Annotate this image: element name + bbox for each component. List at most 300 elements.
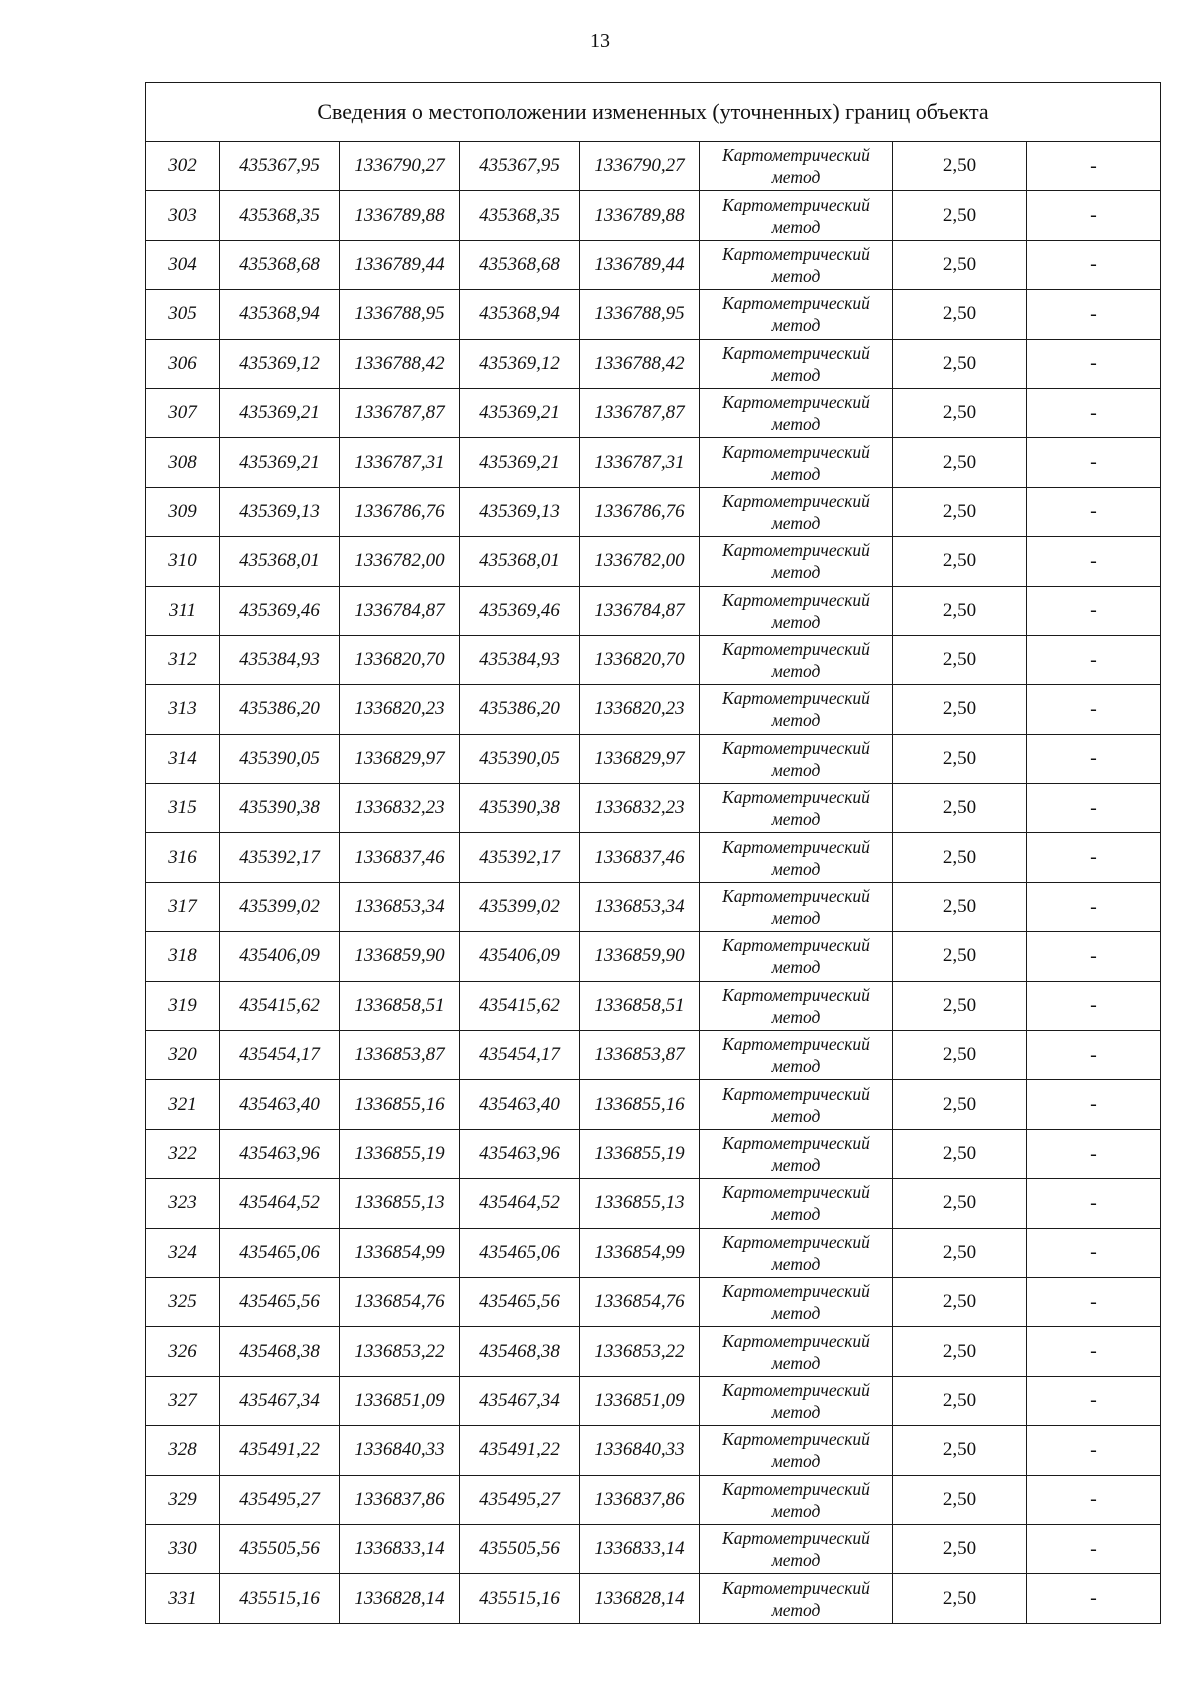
existing-x-cell: 435369,13 bbox=[220, 487, 340, 536]
method-cell bbox=[700, 685, 893, 734]
description-cell: - bbox=[1027, 784, 1161, 833]
method-cell bbox=[700, 1228, 893, 1277]
method-text-line: Картометрический bbox=[722, 441, 870, 462]
refined-y-cell: 1336820,23 bbox=[580, 685, 700, 734]
description-cell: - bbox=[1027, 290, 1161, 339]
method-text-line: метод bbox=[771, 512, 821, 533]
table-caption: Сведения о местоположении измененных (уточненных) границ объекта bbox=[146, 83, 1161, 142]
refined-y-cell: 1336851,09 bbox=[580, 1376, 700, 1425]
point-number-cell: 325 bbox=[146, 1277, 220, 1326]
existing-y-cell: 1336855,16 bbox=[340, 1080, 460, 1129]
table-row bbox=[146, 191, 1161, 240]
existing-x-cell: 435384,93 bbox=[220, 635, 340, 684]
point-number-cell: 314 bbox=[146, 734, 220, 783]
refined-x-cell: 435463,40 bbox=[460, 1080, 580, 1129]
table-row bbox=[146, 734, 1161, 783]
accuracy-cell: 2,50 bbox=[893, 1129, 1027, 1178]
refined-y-cell: 1336859,90 bbox=[580, 932, 700, 981]
existing-x-cell: 435369,46 bbox=[220, 586, 340, 635]
accuracy-cell: 2,50 bbox=[893, 142, 1027, 191]
method-text-line: Картометрический bbox=[722, 935, 870, 956]
method-text-line: метод bbox=[771, 1550, 821, 1571]
existing-x-cell: 435468,38 bbox=[220, 1327, 340, 1376]
refined-x-cell: 435399,02 bbox=[460, 882, 580, 931]
method-cell bbox=[700, 981, 893, 1030]
refined-x-cell: 435369,12 bbox=[460, 339, 580, 388]
refined-x-cell: 435495,27 bbox=[460, 1475, 580, 1524]
description-cell: - bbox=[1027, 833, 1161, 882]
existing-y-cell: 1336853,34 bbox=[340, 882, 460, 931]
method-text-line: метод bbox=[771, 463, 821, 484]
method-cell bbox=[700, 290, 893, 339]
table-row bbox=[146, 487, 1161, 536]
description-cell: - bbox=[1027, 240, 1161, 289]
boundary-coordinates-table bbox=[145, 82, 1161, 1624]
method-cell bbox=[700, 1277, 893, 1326]
existing-y-cell: 1336788,95 bbox=[340, 290, 460, 339]
refined-y-cell: 1336829,97 bbox=[580, 734, 700, 783]
method-cell bbox=[700, 1031, 893, 1080]
accuracy-cell: 2,50 bbox=[893, 981, 1027, 1030]
method-cell bbox=[700, 734, 893, 783]
description-cell: - bbox=[1027, 981, 1161, 1030]
method-text-line: Картометрический bbox=[722, 1182, 870, 1203]
method-text-line: Картометрический bbox=[722, 540, 870, 561]
point-number-cell: 326 bbox=[146, 1327, 220, 1376]
refined-y-cell: 1336854,99 bbox=[580, 1228, 700, 1277]
point-number-cell: 312 bbox=[146, 635, 220, 684]
table-row bbox=[146, 1031, 1161, 1080]
method-cell bbox=[700, 1179, 893, 1228]
refined-x-cell: 435415,62 bbox=[460, 981, 580, 1030]
table-row bbox=[146, 833, 1161, 882]
table-row bbox=[146, 388, 1161, 437]
point-number-cell: 308 bbox=[146, 438, 220, 487]
existing-x-cell: 435467,34 bbox=[220, 1376, 340, 1425]
existing-y-cell: 1336837,86 bbox=[340, 1475, 460, 1524]
method-cell bbox=[700, 1426, 893, 1475]
existing-y-cell: 1336789,88 bbox=[340, 191, 460, 240]
table-row bbox=[146, 438, 1161, 487]
existing-y-cell: 1336837,46 bbox=[340, 833, 460, 882]
point-number-cell: 327 bbox=[146, 1376, 220, 1425]
point-number-cell: 328 bbox=[146, 1426, 220, 1475]
method-text-line: метод bbox=[771, 759, 821, 780]
table-row bbox=[146, 240, 1161, 289]
description-cell: - bbox=[1027, 1228, 1161, 1277]
method-text-line: Картометрический bbox=[722, 1429, 870, 1450]
existing-y-cell: 1336828,14 bbox=[340, 1574, 460, 1623]
refined-x-cell: 435468,38 bbox=[460, 1327, 580, 1376]
accuracy-cell: 2,50 bbox=[893, 1524, 1027, 1573]
existing-x-cell: 435464,52 bbox=[220, 1179, 340, 1228]
method-text-line: метод bbox=[771, 1056, 821, 1077]
refined-x-cell: 435467,34 bbox=[460, 1376, 580, 1425]
existing-y-cell: 1336833,14 bbox=[340, 1524, 460, 1573]
existing-x-cell: 435406,09 bbox=[220, 932, 340, 981]
accuracy-cell: 2,50 bbox=[893, 833, 1027, 882]
table-caption-row bbox=[146, 83, 1161, 142]
existing-x-cell: 435392,17 bbox=[220, 833, 340, 882]
method-text-line: метод bbox=[771, 1253, 821, 1274]
table-row bbox=[146, 339, 1161, 388]
existing-x-cell: 435505,56 bbox=[220, 1524, 340, 1573]
refined-y-cell: 1336788,42 bbox=[580, 339, 700, 388]
method-cell bbox=[700, 882, 893, 931]
method-text-line: метод bbox=[771, 364, 821, 385]
description-cell: - bbox=[1027, 191, 1161, 240]
existing-x-cell: 435368,68 bbox=[220, 240, 340, 289]
method-text-line: Картометрический bbox=[722, 886, 870, 907]
refined-y-cell: 1336855,13 bbox=[580, 1179, 700, 1228]
accuracy-cell: 2,50 bbox=[893, 240, 1027, 289]
refined-y-cell: 1336837,46 bbox=[580, 833, 700, 882]
method-text-line: Картометрический bbox=[722, 1281, 870, 1302]
point-number-cell: 313 bbox=[146, 685, 220, 734]
table-row bbox=[146, 1524, 1161, 1573]
refined-x-cell: 435406,09 bbox=[460, 932, 580, 981]
method-text-line: метод bbox=[771, 1599, 821, 1620]
existing-y-cell: 1336789,44 bbox=[340, 240, 460, 289]
method-cell bbox=[700, 586, 893, 635]
point-number-cell: 330 bbox=[146, 1524, 220, 1573]
description-cell: - bbox=[1027, 635, 1161, 684]
existing-x-cell: 435515,16 bbox=[220, 1574, 340, 1623]
refined-x-cell: 435368,35 bbox=[460, 191, 580, 240]
description-cell: - bbox=[1027, 1129, 1161, 1178]
existing-y-cell: 1336788,42 bbox=[340, 339, 460, 388]
point-number-cell: 305 bbox=[146, 290, 220, 339]
method-text-line: метод bbox=[771, 957, 821, 978]
description-cell: - bbox=[1027, 1376, 1161, 1425]
point-number-cell: 303 bbox=[146, 191, 220, 240]
accuracy-cell: 2,50 bbox=[893, 1475, 1027, 1524]
method-text-line: Картометрический bbox=[722, 737, 870, 758]
table-row bbox=[146, 685, 1161, 734]
point-number-cell: 324 bbox=[146, 1228, 220, 1277]
table-row bbox=[146, 537, 1161, 586]
point-number-cell: 310 bbox=[146, 537, 220, 586]
point-number-cell: 323 bbox=[146, 1179, 220, 1228]
accuracy-cell: 2,50 bbox=[893, 1574, 1027, 1623]
existing-y-cell: 1336858,51 bbox=[340, 981, 460, 1030]
description-cell: - bbox=[1027, 1031, 1161, 1080]
table-row bbox=[146, 586, 1161, 635]
refined-y-cell: 1336855,19 bbox=[580, 1129, 700, 1178]
method-text-line: метод bbox=[771, 809, 821, 830]
existing-y-cell: 1336820,70 bbox=[340, 635, 460, 684]
refined-x-cell: 435369,13 bbox=[460, 487, 580, 536]
description-cell: - bbox=[1027, 586, 1161, 635]
existing-y-cell: 1336786,76 bbox=[340, 487, 460, 536]
refined-x-cell: 435463,96 bbox=[460, 1129, 580, 1178]
existing-x-cell: 435368,01 bbox=[220, 537, 340, 586]
method-text-line: Картометрический bbox=[722, 1528, 870, 1549]
table-row bbox=[146, 784, 1161, 833]
point-number-cell: 311 bbox=[146, 586, 220, 635]
method-text-line: Картометрический bbox=[722, 243, 870, 264]
existing-y-cell: 1336832,23 bbox=[340, 784, 460, 833]
table-row bbox=[146, 1426, 1161, 1475]
description-cell: - bbox=[1027, 1327, 1161, 1376]
method-cell bbox=[700, 388, 893, 437]
accuracy-cell: 2,50 bbox=[893, 932, 1027, 981]
refined-y-cell: 1336853,87 bbox=[580, 1031, 700, 1080]
existing-y-cell: 1336855,13 bbox=[340, 1179, 460, 1228]
description-cell: - bbox=[1027, 685, 1161, 734]
point-number-cell: 318 bbox=[146, 932, 220, 981]
accuracy-cell: 2,50 bbox=[893, 635, 1027, 684]
point-number-cell: 309 bbox=[146, 487, 220, 536]
existing-x-cell: 435454,17 bbox=[220, 1031, 340, 1080]
method-text-line: Картометрический bbox=[722, 836, 870, 857]
refined-x-cell: 435368,01 bbox=[460, 537, 580, 586]
refined-y-cell: 1336832,23 bbox=[580, 784, 700, 833]
table-body bbox=[146, 83, 1161, 1624]
description-cell: - bbox=[1027, 339, 1161, 388]
accuracy-cell: 2,50 bbox=[893, 1228, 1027, 1277]
method-text-line: метод bbox=[771, 315, 821, 336]
refined-x-cell: 435464,52 bbox=[460, 1179, 580, 1228]
existing-x-cell: 435491,22 bbox=[220, 1426, 340, 1475]
point-number-cell: 322 bbox=[146, 1129, 220, 1178]
point-number-cell: 304 bbox=[146, 240, 220, 289]
accuracy-cell: 2,50 bbox=[893, 1327, 1027, 1376]
method-cell bbox=[700, 142, 893, 191]
method-text-line: метод bbox=[771, 1204, 821, 1225]
refined-x-cell: 435505,56 bbox=[460, 1524, 580, 1573]
method-cell bbox=[700, 1327, 893, 1376]
description-cell: - bbox=[1027, 388, 1161, 437]
method-text-line: метод bbox=[771, 414, 821, 435]
description-cell: - bbox=[1027, 487, 1161, 536]
refined-x-cell: 435390,05 bbox=[460, 734, 580, 783]
method-text-line: метод bbox=[771, 1303, 821, 1324]
method-cell bbox=[700, 1524, 893, 1573]
refined-y-cell: 1336787,31 bbox=[580, 438, 700, 487]
refined-x-cell: 435367,95 bbox=[460, 142, 580, 191]
existing-y-cell: 1336854,76 bbox=[340, 1277, 460, 1326]
method-text-line: метод bbox=[771, 1352, 821, 1373]
existing-y-cell: 1336854,99 bbox=[340, 1228, 460, 1277]
method-text-line: Картометрический bbox=[722, 1231, 870, 1252]
method-cell bbox=[700, 1475, 893, 1524]
existing-y-cell: 1336853,87 bbox=[340, 1031, 460, 1080]
method-text-line: Картометрический bbox=[722, 1577, 870, 1598]
existing-x-cell: 435386,20 bbox=[220, 685, 340, 734]
refined-y-cell: 1336790,27 bbox=[580, 142, 700, 191]
method-text-line: Картометрический bbox=[722, 1379, 870, 1400]
method-text-line: Картометрический bbox=[722, 490, 870, 511]
refined-x-cell: 435515,16 bbox=[460, 1574, 580, 1623]
existing-y-cell: 1336851,09 bbox=[340, 1376, 460, 1425]
accuracy-cell: 2,50 bbox=[893, 1376, 1027, 1425]
accuracy-cell: 2,50 bbox=[893, 1179, 1027, 1228]
refined-y-cell: 1336828,14 bbox=[580, 1574, 700, 1623]
accuracy-cell: 2,50 bbox=[893, 487, 1027, 536]
refined-x-cell: 435369,46 bbox=[460, 586, 580, 635]
accuracy-cell: 2,50 bbox=[893, 290, 1027, 339]
table-row bbox=[146, 1327, 1161, 1376]
existing-x-cell: 435369,12 bbox=[220, 339, 340, 388]
existing-y-cell: 1336787,87 bbox=[340, 388, 460, 437]
description-cell: - bbox=[1027, 1179, 1161, 1228]
existing-x-cell: 435465,56 bbox=[220, 1277, 340, 1326]
description-cell: - bbox=[1027, 734, 1161, 783]
method-text-line: метод bbox=[771, 1401, 821, 1422]
method-cell bbox=[700, 833, 893, 882]
refined-y-cell: 1336788,95 bbox=[580, 290, 700, 339]
table-row bbox=[146, 1179, 1161, 1228]
method-text-line: Картометрический bbox=[722, 342, 870, 363]
method-text-line: Картометрический bbox=[722, 787, 870, 808]
description-cell: - bbox=[1027, 438, 1161, 487]
existing-x-cell: 435495,27 bbox=[220, 1475, 340, 1524]
point-number-cell: 317 bbox=[146, 882, 220, 931]
refined-y-cell: 1336820,70 bbox=[580, 635, 700, 684]
method-cell bbox=[700, 1129, 893, 1178]
refined-y-cell: 1336789,88 bbox=[580, 191, 700, 240]
point-number-cell: 329 bbox=[146, 1475, 220, 1524]
refined-x-cell: 435369,21 bbox=[460, 388, 580, 437]
table-row bbox=[146, 882, 1161, 931]
method-text-line: Картометрический bbox=[722, 145, 870, 166]
method-text-line: Картометрический bbox=[722, 984, 870, 1005]
point-number-cell: 319 bbox=[146, 981, 220, 1030]
method-cell bbox=[700, 932, 893, 981]
description-cell: - bbox=[1027, 1574, 1161, 1623]
refined-x-cell: 435386,20 bbox=[460, 685, 580, 734]
description-cell: - bbox=[1027, 1475, 1161, 1524]
method-text-line: метод bbox=[771, 908, 821, 929]
description-cell: - bbox=[1027, 537, 1161, 586]
table-row bbox=[146, 932, 1161, 981]
refined-y-cell: 1336837,86 bbox=[580, 1475, 700, 1524]
existing-y-cell: 1336859,90 bbox=[340, 932, 460, 981]
existing-y-cell: 1336782,00 bbox=[340, 537, 460, 586]
accuracy-cell: 2,50 bbox=[893, 388, 1027, 437]
method-cell bbox=[700, 635, 893, 684]
description-cell: - bbox=[1027, 932, 1161, 981]
method-text-line: метод bbox=[771, 661, 821, 682]
refined-y-cell: 1336789,44 bbox=[580, 240, 700, 289]
accuracy-cell: 2,50 bbox=[893, 1426, 1027, 1475]
refined-x-cell: 435491,22 bbox=[460, 1426, 580, 1475]
existing-y-cell: 1336840,33 bbox=[340, 1426, 460, 1475]
description-cell: - bbox=[1027, 1080, 1161, 1129]
method-text-line: метод bbox=[771, 1006, 821, 1027]
point-number-cell: 306 bbox=[146, 339, 220, 388]
method-text-line: метод bbox=[771, 858, 821, 879]
accuracy-cell: 2,50 bbox=[893, 1080, 1027, 1129]
existing-x-cell: 435415,62 bbox=[220, 981, 340, 1030]
accuracy-cell: 2,50 bbox=[893, 537, 1027, 586]
refined-y-cell: 1336786,76 bbox=[580, 487, 700, 536]
accuracy-cell: 2,50 bbox=[893, 438, 1027, 487]
point-number-cell: 321 bbox=[146, 1080, 220, 1129]
accuracy-cell: 2,50 bbox=[893, 191, 1027, 240]
method-cell bbox=[700, 1376, 893, 1425]
method-text-line: метод bbox=[771, 611, 821, 632]
table-row bbox=[146, 1574, 1161, 1623]
refined-y-cell: 1336853,22 bbox=[580, 1327, 700, 1376]
table-row bbox=[146, 981, 1161, 1030]
table-row bbox=[146, 1080, 1161, 1129]
refined-x-cell: 435465,56 bbox=[460, 1277, 580, 1326]
accuracy-cell: 2,50 bbox=[893, 1031, 1027, 1080]
method-text-line: Картометрический bbox=[722, 194, 870, 215]
point-number-cell: 302 bbox=[146, 142, 220, 191]
method-text-line: Картометрический bbox=[722, 392, 870, 413]
existing-y-cell: 1336820,23 bbox=[340, 685, 460, 734]
existing-x-cell: 435367,95 bbox=[220, 142, 340, 191]
method-cell bbox=[700, 1080, 893, 1129]
accuracy-cell: 2,50 bbox=[893, 784, 1027, 833]
existing-x-cell: 435390,38 bbox=[220, 784, 340, 833]
refined-y-cell: 1336855,16 bbox=[580, 1080, 700, 1129]
table-row bbox=[146, 1376, 1161, 1425]
refined-y-cell: 1336858,51 bbox=[580, 981, 700, 1030]
accuracy-cell: 2,50 bbox=[893, 339, 1027, 388]
method-text-line: Картометрический bbox=[722, 639, 870, 660]
method-text-line: Картометрический bbox=[722, 688, 870, 709]
point-number-cell: 320 bbox=[146, 1031, 220, 1080]
point-number-cell: 331 bbox=[146, 1574, 220, 1623]
method-text-line: Картометрический bbox=[722, 1478, 870, 1499]
refined-y-cell: 1336782,00 bbox=[580, 537, 700, 586]
existing-y-cell: 1336853,22 bbox=[340, 1327, 460, 1376]
existing-y-cell: 1336787,31 bbox=[340, 438, 460, 487]
method-text-line: Картометрический bbox=[722, 1330, 870, 1351]
refined-y-cell: 1336853,34 bbox=[580, 882, 700, 931]
existing-x-cell: 435463,96 bbox=[220, 1129, 340, 1178]
accuracy-cell: 2,50 bbox=[893, 685, 1027, 734]
method-text-line: метод bbox=[771, 216, 821, 237]
method-text-line: метод bbox=[771, 1155, 821, 1175]
existing-y-cell: 1336790,27 bbox=[340, 142, 460, 191]
existing-y-cell: 1336855,19 bbox=[340, 1129, 460, 1178]
accuracy-cell: 2,50 bbox=[893, 1277, 1027, 1326]
existing-y-cell: 1336784,87 bbox=[340, 586, 460, 635]
accuracy-cell: 2,50 bbox=[893, 734, 1027, 783]
table-row bbox=[146, 290, 1161, 339]
refined-x-cell: 435454,17 bbox=[460, 1031, 580, 1080]
method-text-line: метод bbox=[771, 1451, 821, 1472]
description-cell: - bbox=[1027, 142, 1161, 191]
existing-x-cell: 435368,35 bbox=[220, 191, 340, 240]
page-number: 13 bbox=[590, 30, 610, 52]
method-text-line: Картометрический bbox=[722, 1083, 870, 1104]
method-cell bbox=[700, 240, 893, 289]
point-number-cell: 315 bbox=[146, 784, 220, 833]
existing-x-cell: 435369,21 bbox=[220, 388, 340, 437]
existing-x-cell: 435368,94 bbox=[220, 290, 340, 339]
refined-y-cell: 1336840,33 bbox=[580, 1426, 700, 1475]
refined-x-cell: 435390,38 bbox=[460, 784, 580, 833]
point-number-cell: 316 bbox=[146, 833, 220, 882]
refined-y-cell: 1336854,76 bbox=[580, 1277, 700, 1326]
point-number-cell: 307 bbox=[146, 388, 220, 437]
existing-x-cell: 435399,02 bbox=[220, 882, 340, 931]
refined-x-cell: 435369,21 bbox=[460, 438, 580, 487]
existing-x-cell: 435463,40 bbox=[220, 1080, 340, 1129]
method-cell bbox=[700, 1574, 893, 1623]
method-text-line: метод bbox=[771, 1500, 821, 1521]
description-cell: - bbox=[1027, 882, 1161, 931]
table-row bbox=[146, 635, 1161, 684]
refined-x-cell: 435368,68 bbox=[460, 240, 580, 289]
accuracy-cell: 2,50 bbox=[893, 586, 1027, 635]
